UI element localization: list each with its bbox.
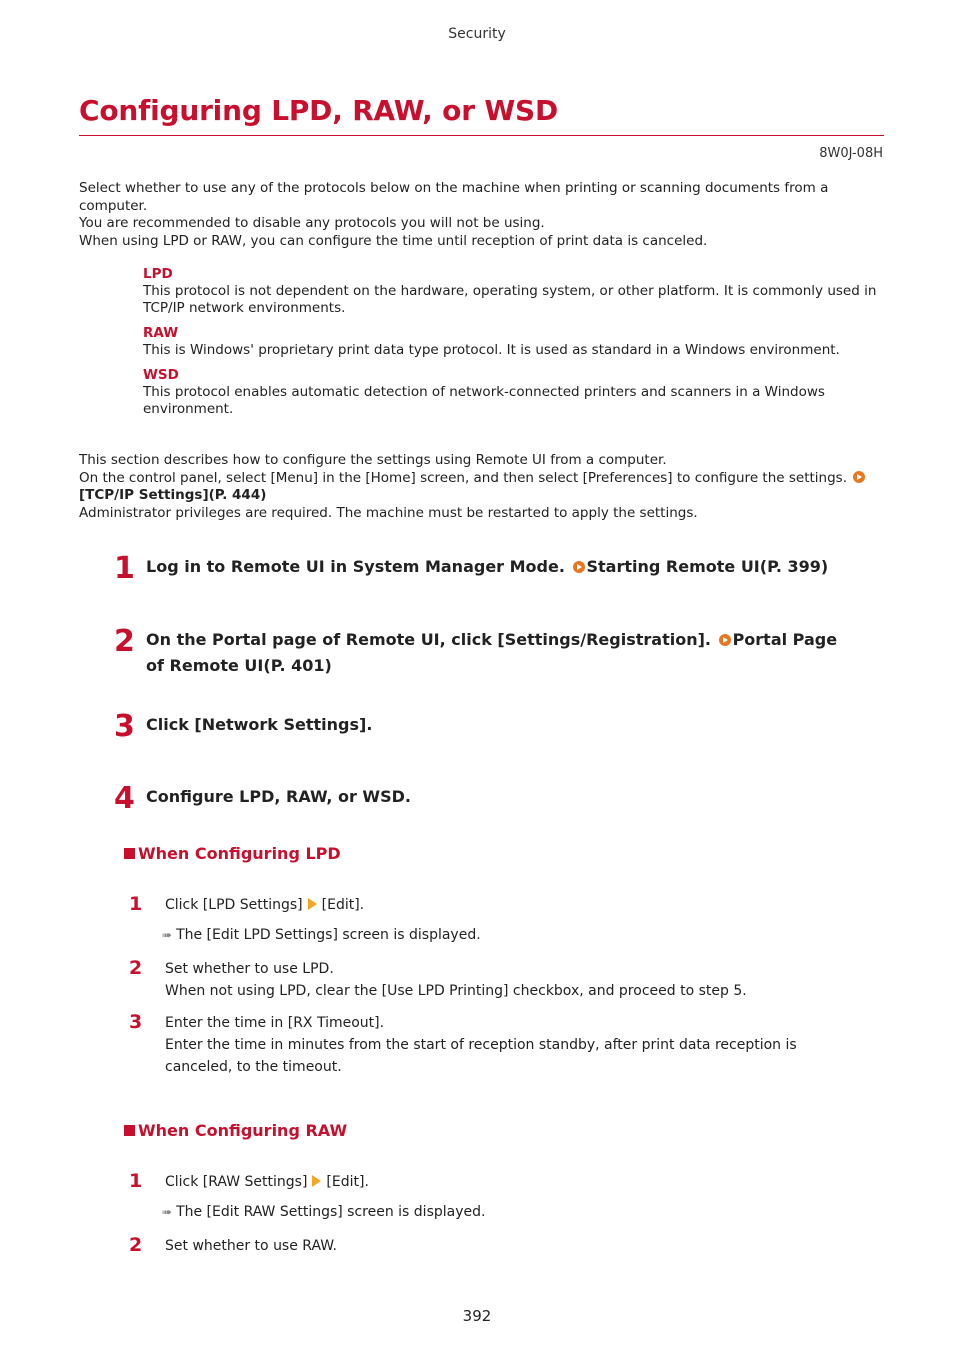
raw-subheading	[124, 1121, 347, 1140]
link-arrow-icon	[853, 471, 865, 483]
substep-text	[165, 958, 865, 1002]
step-number: 1	[114, 551, 135, 586]
result-line	[162, 927, 481, 943]
lpd-subheading	[124, 844, 341, 863]
section-info	[79, 452, 879, 522]
link-arrow-icon	[719, 634, 731, 646]
arrow-right-icon	[312, 1175, 321, 1187]
step-text: Configure LPD, RAW, or WSD.	[146, 787, 411, 806]
substep-detail: When not using LPD, clear the [Use LPD Printing] checkbox, and proceed to step 5.	[165, 983, 747, 999]
protocol-description: This is Windows' proprietary print data type protocol. It is used as standard in a Windows environment.	[143, 342, 840, 358]
substep-text	[165, 1235, 865, 1257]
substep-number: 3	[129, 1011, 143, 1033]
info-line: This section describes how to configure the settings using Remote UI from a computer.	[79, 452, 667, 468]
document-id: 8W0J-08H	[819, 146, 883, 161]
substep-instruction: Set whether to use RAW.	[165, 1238, 337, 1254]
protocol-lpd	[143, 266, 883, 317]
protocol-wsd	[143, 367, 883, 418]
intro-line: Select whether to use any of the protocols below on the machine when printing or scanning documents from a computer.	[79, 180, 829, 214]
substep-number: 1	[129, 1170, 143, 1192]
result-text: The [Edit LPD Settings] screen is displayed.	[176, 927, 481, 943]
substep-text	[165, 894, 865, 916]
step-number: 3	[114, 709, 135, 744]
substep-number: 1	[129, 893, 143, 915]
arrow-right-icon	[308, 898, 317, 910]
page-number: 392	[462, 1307, 492, 1325]
subheading-text: When Configuring RAW	[138, 1121, 348, 1140]
running-header: Security	[448, 26, 506, 42]
substep-instruction: Enter the time in [RX Timeout].	[165, 1015, 385, 1031]
substep-number: 2	[129, 1234, 143, 1256]
substep-detail: Enter the time in minutes from the start of reception standby, after print data reception is canceled, to the timeout.	[165, 1037, 797, 1075]
square-bullet-icon	[124, 848, 135, 859]
intro-paragraph	[79, 180, 869, 250]
tcpip-settings-link[interactable]: [TCP/IP Settings](P. 444)	[79, 487, 267, 503]
step-instruction: Log in to Remote UI in System Manager Mode.	[146, 557, 565, 576]
substep-instruction: [Edit].	[321, 897, 365, 913]
square-bullet-icon	[124, 1125, 135, 1136]
starting-remote-ui-link[interactable]: Starting Remote UI(P. 399)	[586, 557, 829, 576]
result-arrow-icon: ➠	[162, 1205, 173, 1219]
subheading-text: When Configuring LPD	[138, 844, 341, 863]
protocol-term: WSD	[143, 367, 179, 383]
intro-line: When using LPD or RAW, you can configure the time until reception of print data is canceled.	[79, 232, 708, 249]
step-number: 4	[114, 781, 135, 816]
protocol-term: RAW	[143, 325, 179, 341]
page-title: Configuring LPD, RAW, or WSD	[79, 94, 559, 127]
protocol-description: This protocol is not dependent on the hardware, operating system, or other platform. It is commonly used in TCP/IP network environments.	[143, 283, 877, 316]
substep-instruction: Click [RAW Settings]	[165, 1174, 308, 1190]
substep-text	[165, 1012, 865, 1078]
step-text	[146, 627, 846, 679]
result-arrow-icon: ➠	[162, 928, 173, 942]
step-text	[146, 554, 846, 580]
info-line	[79, 470, 879, 488]
substep-text	[165, 1171, 865, 1193]
substep-instruction: Click [LPD Settings]	[165, 897, 303, 913]
protocol-term: LPD	[143, 266, 173, 282]
info-text: On the control panel, select [Menu] in the [Home] screen, and then select [Preferences] to configure the settings.	[79, 469, 847, 486]
intro-line: You are recommended to disable any protocols you will not be using.	[79, 215, 545, 231]
title-divider	[79, 135, 884, 136]
step-number: 2	[114, 624, 135, 659]
substep-number: 2	[129, 957, 143, 979]
protocol-raw	[143, 325, 883, 359]
result-line	[162, 1204, 485, 1220]
protocol-description: This protocol enables automatic detection of network-connected printers and scanners in a Windows environment.	[143, 384, 825, 417]
info-line: Administrator privileges are required. The machine must be restarted to apply the settings.	[79, 504, 698, 521]
result-text: The [Edit RAW Settings] screen is displayed.	[176, 1204, 486, 1220]
substep-instruction: Set whether to use LPD.	[165, 961, 334, 977]
substep-instruction: [Edit].	[326, 1174, 369, 1190]
step-text: Click [Network Settings].	[146, 715, 373, 734]
portal-page-link[interactable]: Portal Page of Remote UI(P. 401)	[146, 630, 838, 675]
link-arrow-icon	[573, 561, 585, 573]
step-instruction: On the Portal page of Remote UI, click [Settings/Registration].	[146, 630, 711, 649]
